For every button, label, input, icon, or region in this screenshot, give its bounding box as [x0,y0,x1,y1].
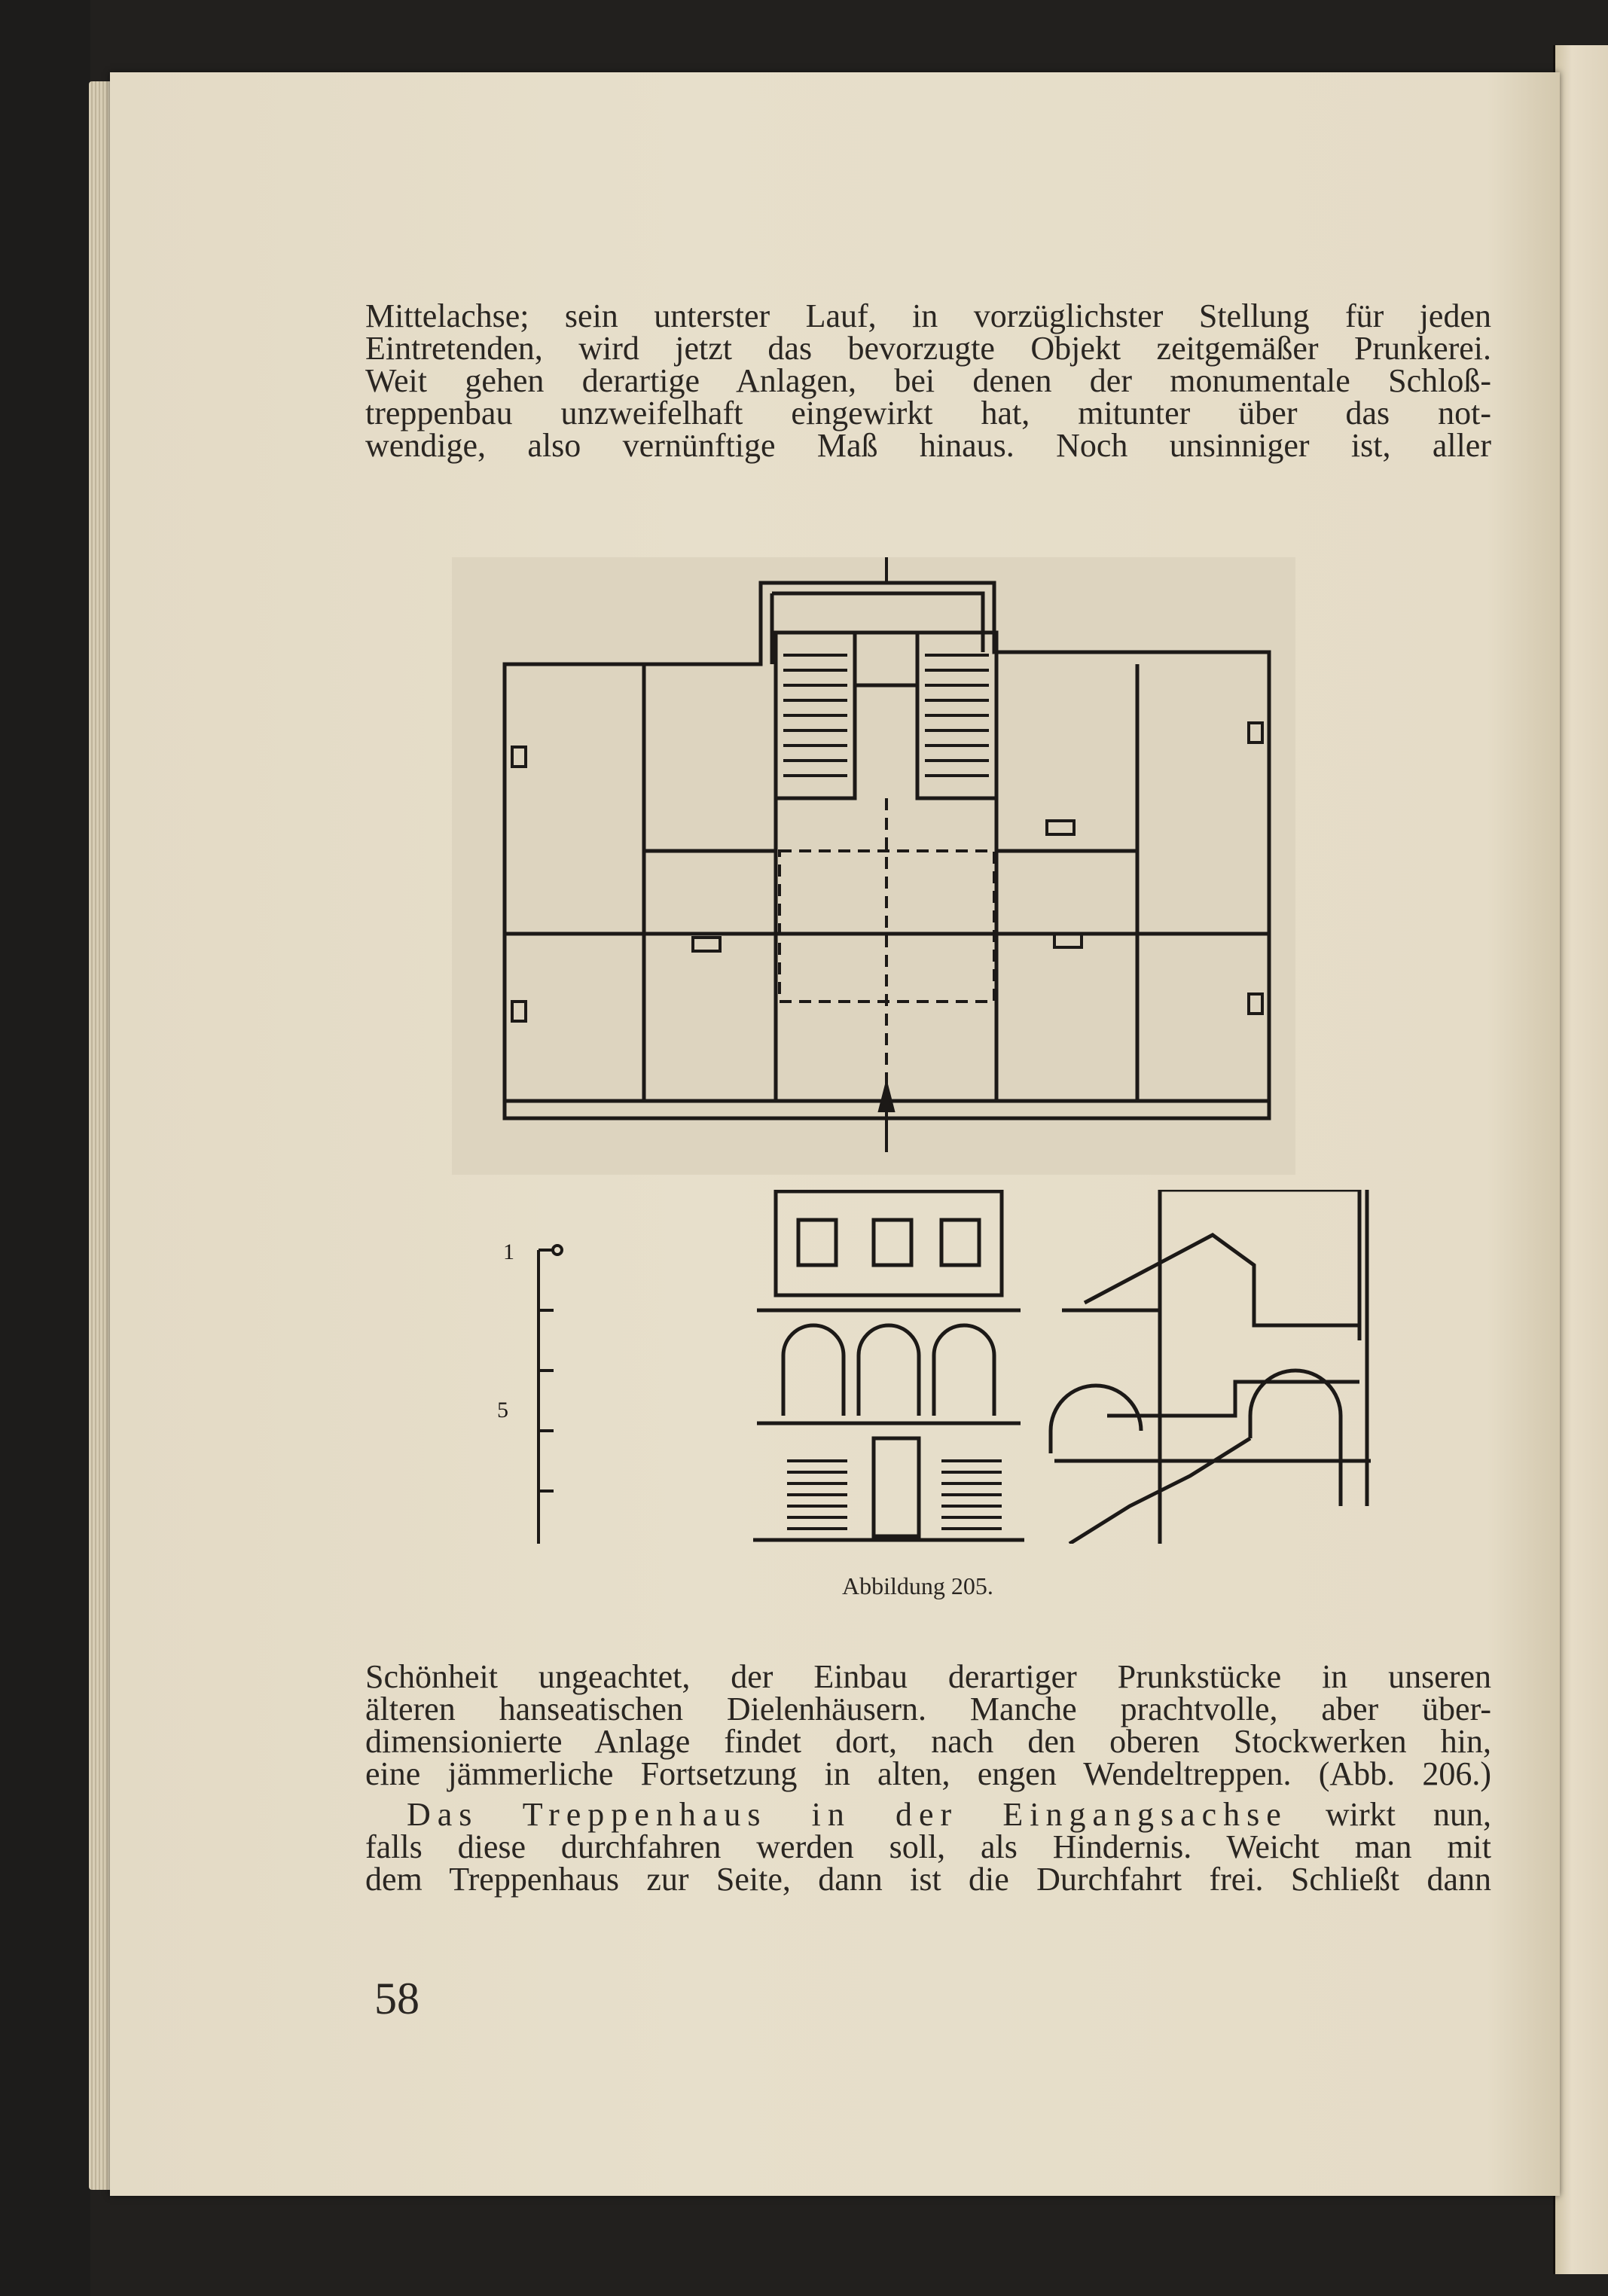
text-line: treppenbau unzweifelhaft eingewirkt hat, mitunter über das not- [365,395,1491,431]
text-line: dem Treppenhaus zur Seite, dann ist die Durchfahrt frei. Schließt dann [365,1861,1491,1898]
side-section [1051,1190,1371,1544]
text-line: Weit gehen derartige Anlagen, bei denen der monumentale Schloß- [365,362,1491,399]
paragraph-bottom [365,1660,1491,1790]
spaced-emphasis: Das Treppenhaus in der Eingangsachse [407,1796,1288,1833]
paragraph-next [365,1796,1491,1898]
paragraph-top [365,297,1491,464]
text-line: Eintretenden, wird jetzt das bevorzugte Objekt zeitgemäßer Prunkerei. [365,330,1491,367]
scale-bar [539,1246,562,1544]
scale-label-top: 1 [503,1239,514,1264]
scale-label-five: 5 [497,1398,508,1422]
text-line [365,1798,1491,1831]
text-line: falls diese durchfahren werden soll, als Hindernis. Weicht man mit [365,1828,1491,1865]
page-number: 58 [374,1974,420,2023]
text-line: Schönheit ungeachtet, der Einbau derartiger Prunkstücke in unseren [365,1658,1491,1695]
text-line: eine jämmerliche Fortsetzung in alten, engen Wendeltreppen. (Abb. 206.) [365,1755,1491,1792]
page-stack-edge [89,81,111,2190]
figure-caption: Abbildung 205. [842,1572,993,1599]
book-gutter [1553,45,1608,2274]
background-left [0,0,90,2296]
front-section [753,1191,1024,1540]
text-line: wendige, also vernünftige Maß hinaus. Noch unsinniger ist, aller [365,427,1491,464]
text-line: älteren hanseatischen Dielenhäusern. Manche prachtvolle, aber über- [365,1691,1491,1727]
text-line-rest: wirkt nun, [1287,1796,1491,1833]
floor-plan-drawing [452,557,1295,1175]
text-line: dimensionierte Anlage findet dort, nach den oberen Stockwerken hin, [365,1723,1491,1760]
front-stair-treads [787,1461,1002,1529]
text-line: Mittelachse; sein unterster Lauf, in vorzüglichster Stellung für jeden [365,297,1491,334]
section-drawings [467,1190,1386,1544]
